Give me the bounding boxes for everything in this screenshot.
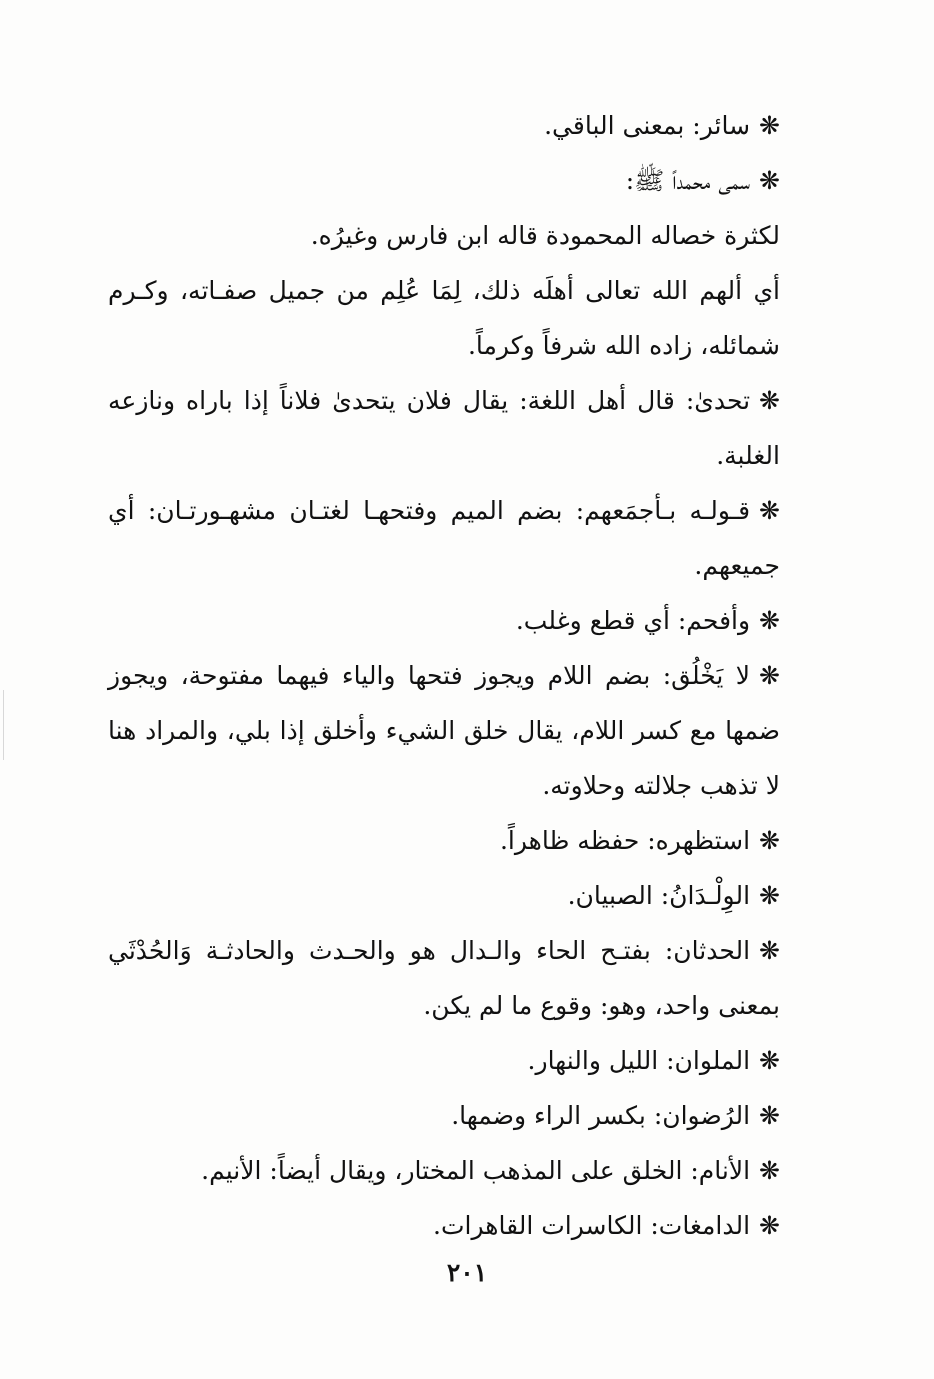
asterisk-icon: ❋ [759,1046,780,1075]
page-number: ٢٠١ [446,1258,488,1287]
glossary-entry [108,923,805,1033]
entry-text: سمى محمداً ﷺ: [625,166,751,195]
asterisk-icon: ❋ [759,166,780,195]
glossary-entry [108,1198,805,1253]
entry-text: تحدىٰ: قال أهل اللغة: يقال فلان يتحدىٰ فلاناً إذا باراه ونازعه الغلبة. [108,386,780,470]
glossary-entry [108,648,805,813]
asterisk-icon: ❋ [759,881,780,910]
asterisk-icon: ❋ [759,606,780,635]
glossary-entry [108,813,805,868]
glossary-entry [108,1033,805,1088]
glossary-entry [108,153,805,208]
asterisk-icon: ❋ [759,661,780,690]
asterisk-icon: ❋ [759,496,780,525]
asterisk-icon: ❋ [759,1101,780,1130]
glossary-entry [108,1088,805,1143]
glossary-entry [108,263,805,373]
entry-text: الملوان: الليل والنهار. [527,1046,751,1075]
entry-text: سائر: بمعنى الباقي. [544,111,751,140]
asterisk-icon: ❋ [759,1156,780,1185]
glossary-entry [108,1143,805,1198]
entry-text: الحدثان: بفتـح الحاء والـدال هو والحـدث والحادثـة وَالحُدْثَي بمعنى واحد، وهو: وقوع ما لم يكن. [108,936,780,1020]
glossary-text-block [108,98,805,1253]
glossary-entry [108,593,805,648]
scan-edge-mark [3,690,4,760]
glossary-entry [108,483,805,593]
asterisk-icon: ❋ [759,386,780,415]
glossary-entry [108,868,805,923]
asterisk-icon: ❋ [759,826,780,855]
glossary-entry [108,98,805,153]
entry-text: لكثرة خصاله المحمودة قاله ابن فارس وغيرُه. [310,221,780,250]
entry-text: الأنام: الخلق على المذهب المختار، ويقال أيضاً: الأنيم. [201,1156,751,1185]
entry-text: الرُضوان: بكسر الراء وضمها. [451,1101,751,1130]
asterisk-icon: ❋ [759,1211,780,1240]
entry-text: الوِلْـدَانُ: الصبيان. [567,881,751,910]
glossary-entry [108,208,805,263]
entry-text: لا يَخْلُق: بضم اللام ويجوز فتحها والياء فيهما مفتوحة، ويجوز ضمها مع كسر اللام، يقال خلق الشيء وأخلق إذا بلي، والمراد هنا لا تذهب جلالته وحلاوته. [108,661,780,800]
asterisk-icon: ❋ [759,111,780,140]
asterisk-icon: ❋ [759,936,780,965]
entry-text: الدامغات: الكاسرات القاهرات. [433,1211,751,1240]
entry-text: أي ألهم الله تعالى أهلَه ذلك، لِمَا عُلِم من جميل صفـاته، وكـرم شمائله، زاده الله شرفاً وكرماً. [108,276,780,360]
entry-text: وأفحم: أي قطع وغلب. [515,606,751,635]
entry-text: استظهره: حفظه ظاهراً. [499,826,751,855]
entry-text: قـولـه بـأجمَعهم: بضم الميم وفتحهـا لغتـان مشهـورتـان: أي جميعهم. [108,496,780,580]
glossary-entry [108,373,805,483]
